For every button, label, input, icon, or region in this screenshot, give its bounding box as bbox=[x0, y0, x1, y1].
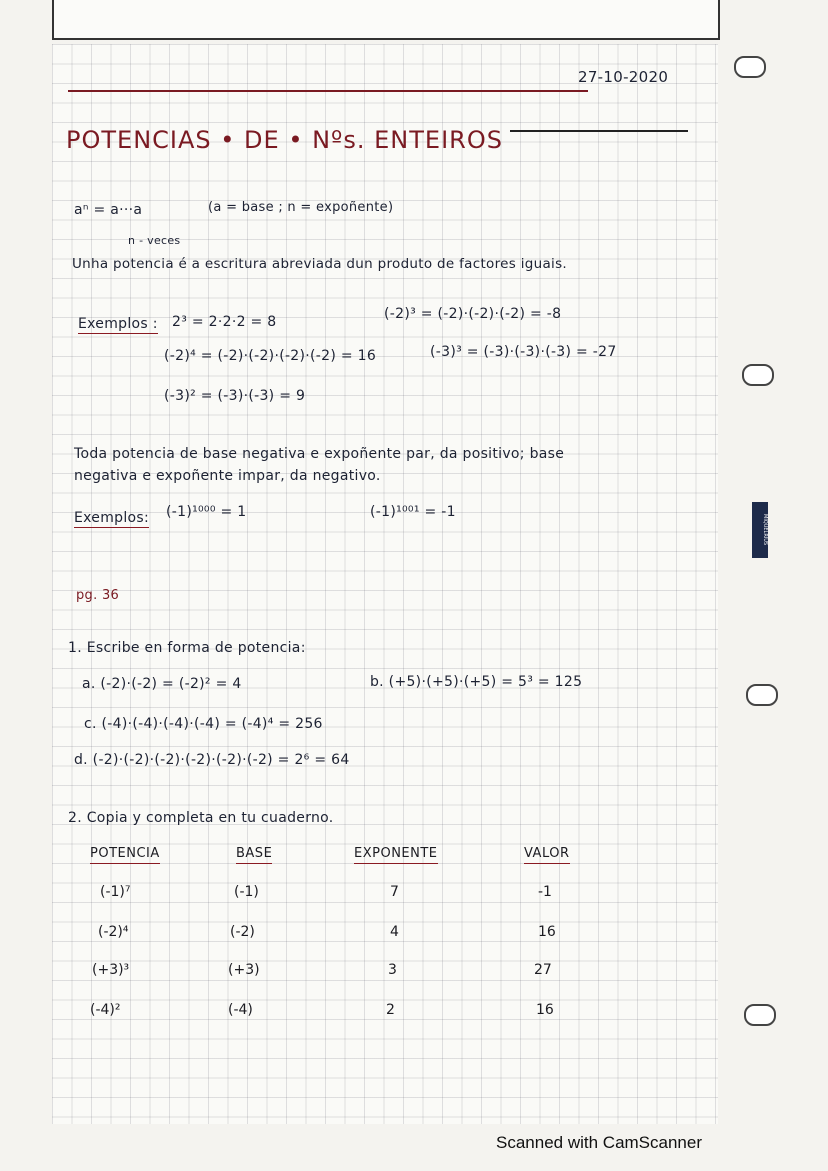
column-header: EXPONENTE bbox=[354, 846, 438, 864]
table-cell: (-1) bbox=[234, 884, 259, 900]
title-rule bbox=[510, 130, 688, 132]
example-item: (-3)³ = (-3)·(-3)·(-3) = -27 bbox=[430, 344, 617, 360]
exercise1-item: b. (+5)·(+5)·(+5) = 5³ = 125 bbox=[370, 674, 583, 690]
table-cell: 3 bbox=[388, 962, 397, 978]
example2-item: (-1)¹⁰⁰¹ = -1 bbox=[370, 504, 456, 520]
table-cell: 16 bbox=[536, 1002, 554, 1018]
binder-ring bbox=[742, 364, 774, 386]
exercise1-item: a. (-2)·(-2) = (-2)² = 4 bbox=[82, 676, 242, 692]
binder-ring bbox=[734, 56, 766, 78]
exercise1-heading: 1. Escribe en forma de potencia: bbox=[68, 640, 306, 656]
table-cell: 27 bbox=[534, 962, 552, 978]
table-cell: -1 bbox=[538, 884, 552, 900]
example-item: (-2)⁴ = (-2)·(-2)·(-2)·(-2) = 16 bbox=[164, 348, 377, 364]
page-date: 27-10-2020 bbox=[578, 68, 669, 86]
definition-formula: aⁿ = a···a bbox=[74, 202, 143, 218]
page-reference: pg. 36 bbox=[76, 588, 120, 603]
examples-label: Exemplos : bbox=[78, 316, 158, 332]
definition-legend: (a = base ; n = expoñente) bbox=[208, 200, 394, 215]
table-cell: 7 bbox=[390, 884, 399, 900]
definition-sentence: Unha potencia é a escritura abreviada dun produto de factores iguais. bbox=[72, 256, 568, 272]
date-rule bbox=[68, 90, 588, 92]
top-margin-box bbox=[52, 0, 720, 40]
brand-tab: MIQUELRIUS bbox=[752, 502, 768, 558]
exercise2-heading: 2. Copia y completa en tu cuaderno. bbox=[68, 810, 334, 826]
table-cell: (+3) bbox=[228, 962, 260, 978]
binder-ring bbox=[744, 1004, 776, 1026]
example-item: (-3)² = (-3)·(-3) = 9 bbox=[164, 388, 306, 404]
rule-line-1: Toda potencia de base negativa e expoñente par, da positivo; base bbox=[74, 446, 565, 462]
definition-brace-label: n - veces bbox=[128, 234, 181, 247]
table-cell: 2 bbox=[386, 1002, 395, 1018]
column-header: VALOR bbox=[524, 846, 570, 864]
table-cell: (-1)⁷ bbox=[100, 884, 131, 900]
column-header: BASE bbox=[236, 846, 272, 864]
table-cell: (+3)³ bbox=[92, 962, 130, 978]
example2-item: (-1)¹⁰⁰⁰ = 1 bbox=[166, 504, 247, 520]
table-cell: 16 bbox=[538, 924, 556, 940]
table-cell: (-4) bbox=[228, 1002, 253, 1018]
exercise1-item: c. (-4)·(-4)·(-4)·(-4) = (-4)⁴ = 256 bbox=[84, 716, 323, 732]
table-cell: (-2) bbox=[230, 924, 255, 940]
scanner-watermark: Scanned with CamScanner bbox=[496, 1133, 703, 1152]
rule-line-2: negativa e expoñente impar, da negativo. bbox=[74, 468, 381, 484]
table-cell: (-2)⁴ bbox=[98, 924, 129, 940]
exercise1-item: d. (-2)·(-2)·(-2)·(-2)·(-2)·(-2) = 2⁶ = 64 bbox=[74, 752, 350, 768]
binder-ring bbox=[746, 684, 778, 706]
table-cell: 4 bbox=[390, 924, 399, 940]
notebook-page bbox=[52, 44, 718, 1124]
page-title: POTENCIAS • DE • Nºs. ENTEIROS bbox=[66, 126, 503, 154]
table-cell: (-4)² bbox=[90, 1002, 121, 1018]
column-header: POTENCIA bbox=[90, 846, 160, 864]
example-item: (-2)³ = (-2)·(-2)·(-2) = -8 bbox=[384, 306, 562, 322]
examples2-label: Exemplos: bbox=[74, 510, 150, 526]
example-item: 2³ = 2·2·2 = 8 bbox=[172, 314, 277, 330]
